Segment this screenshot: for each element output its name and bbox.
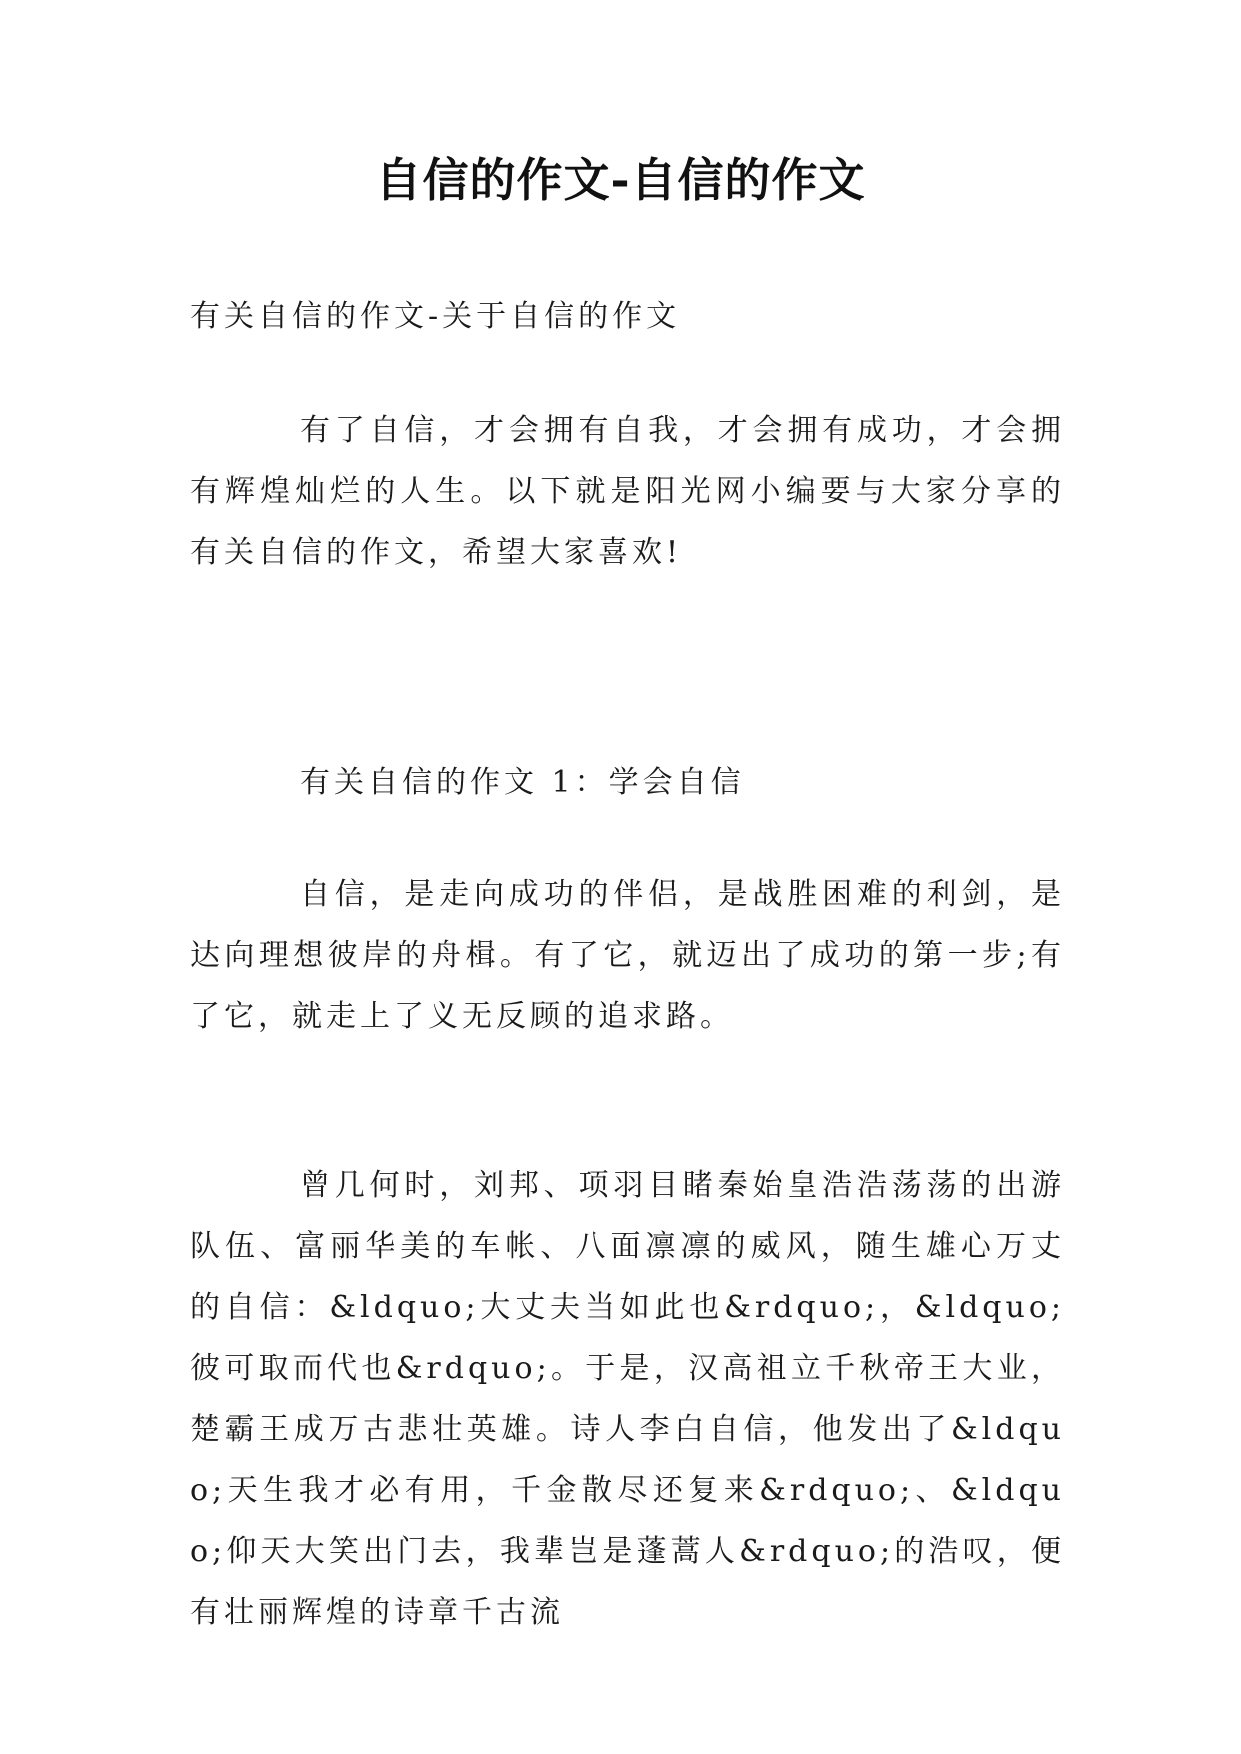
body-paragraph-2: 曾几何时，刘邦、项羽目睹秦始皇浩浩荡荡的出游队伍、富丽华美的车帐、八面凛凛的威风，随生雄心万丈的自信：&ldquo;大丈夫当如此也&rdquo;，&ldquo;彼可取而代也&rdquo;。于是，汉高祖立千秋帝王大业，楚霸王成万古悲壮英雄。诗人李白自信，他发出了&ldquo;天生我才必有用，千金散尽还复来&rdquo;、&ldquo;仰天大笑出门去，我辈岂是蓬蒿人&rdquo;的浩叹，便有壮丽辉煌的诗章千古流 [190, 1168, 1065, 1630]
document-title: 自信的作文-自信的作文 [375, 153, 866, 207]
intro-paragraph: 有了自信，才会拥有自我，才会拥有成功，才会拥有辉煌灿烂的人生。以下就是阳光网小编要与大家分享的有关自信的作文，希望大家喜欢! [190, 413, 1065, 570]
section-heading: 有关自信的作文 1：学会自信 [300, 765, 745, 800]
body-paragraph-1: 自信，是走向成功的伴侣，是战胜困难的利剑，是达向理想彼岸的舟楫。有了它，就迈出了成功的第一步;有了它，就走上了义无反顾的追求路。 [190, 877, 1065, 1034]
document-subtitle: 有关自信的作文-关于自信的作文 [190, 299, 681, 334]
